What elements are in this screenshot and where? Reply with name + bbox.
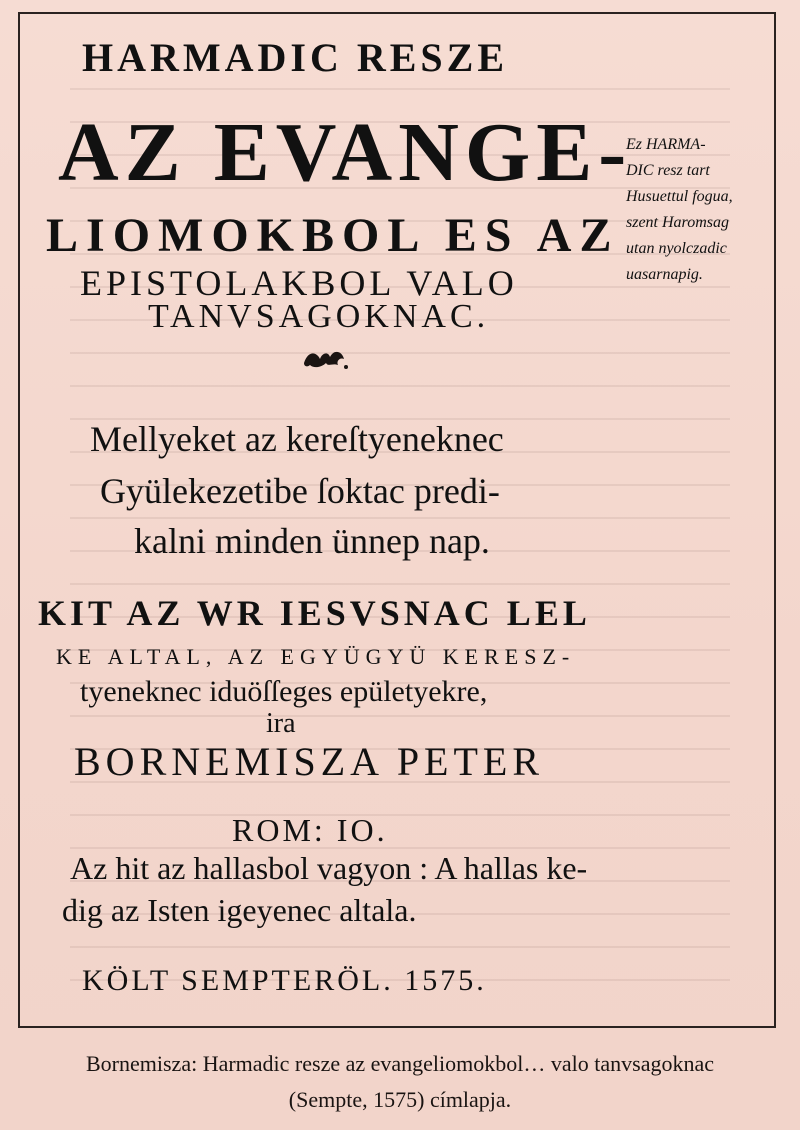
title-line-5: TANVSAGOKNAC. — [148, 298, 490, 335]
quote-line-2: dig az Isten igeyenec altala. — [62, 892, 417, 928]
title-line-2: AZ EVANGE- — [58, 106, 633, 199]
caption-line-1: Bornemisza: Harmadic resze az evangeliomokbol… valo tanvsagoknac — [86, 1051, 714, 1076]
figure-caption — [0, 1046, 800, 1118]
title-line-3: LIOMOKBOL ES AZ — [46, 209, 620, 262]
imprint: KÖLT SEMPTERÖL. 1575. — [82, 964, 487, 997]
title-line-4: EPISTOLAKBOL VALO — [80, 263, 518, 303]
author-line-4: ira — [266, 708, 296, 739]
subtitle-line-1: Mellyeket az kereſtyeneknec — [90, 419, 504, 459]
marginal-note-line: uasarnapig. — [626, 266, 703, 283]
marginal-note-line: DIC resz tart — [626, 162, 710, 179]
author-line-3: tyeneknec iduöſſeges epületyekre, — [80, 675, 488, 708]
title-line-1: HARMADIC RESZE — [82, 35, 509, 80]
author-line-2: KE ALTAL, AZ EGYÜGYÜ KERESZ- — [56, 644, 576, 669]
caption-line-2: (Sempte, 1575) címlapja. — [288, 1087, 512, 1112]
marginal-note-line: szent Haromsag — [626, 214, 729, 231]
quote-line-1: Az hit az hallasbol vagyon : A hallas ke- — [70, 850, 588, 886]
marginal-note-line: Husuettul fogua, — [626, 188, 733, 205]
scripture-reference: ROM: IO. — [232, 812, 388, 848]
subtitle-line-2: Gyülekezetibe ſoktac predi- — [100, 471, 500, 511]
author-name: BORNEMISZA PETER — [74, 739, 545, 784]
author-line-1: KIT AZ WR IESVSNAC LEL — [38, 593, 591, 633]
marginal-note-line: utan nyolczadic — [626, 240, 727, 257]
printer-ornament-icon — [300, 345, 350, 371]
marginal-note-line: Ez HARMA- — [626, 136, 706, 153]
subtitle-line-3: kalni minden ünnep nap. — [134, 521, 490, 561]
